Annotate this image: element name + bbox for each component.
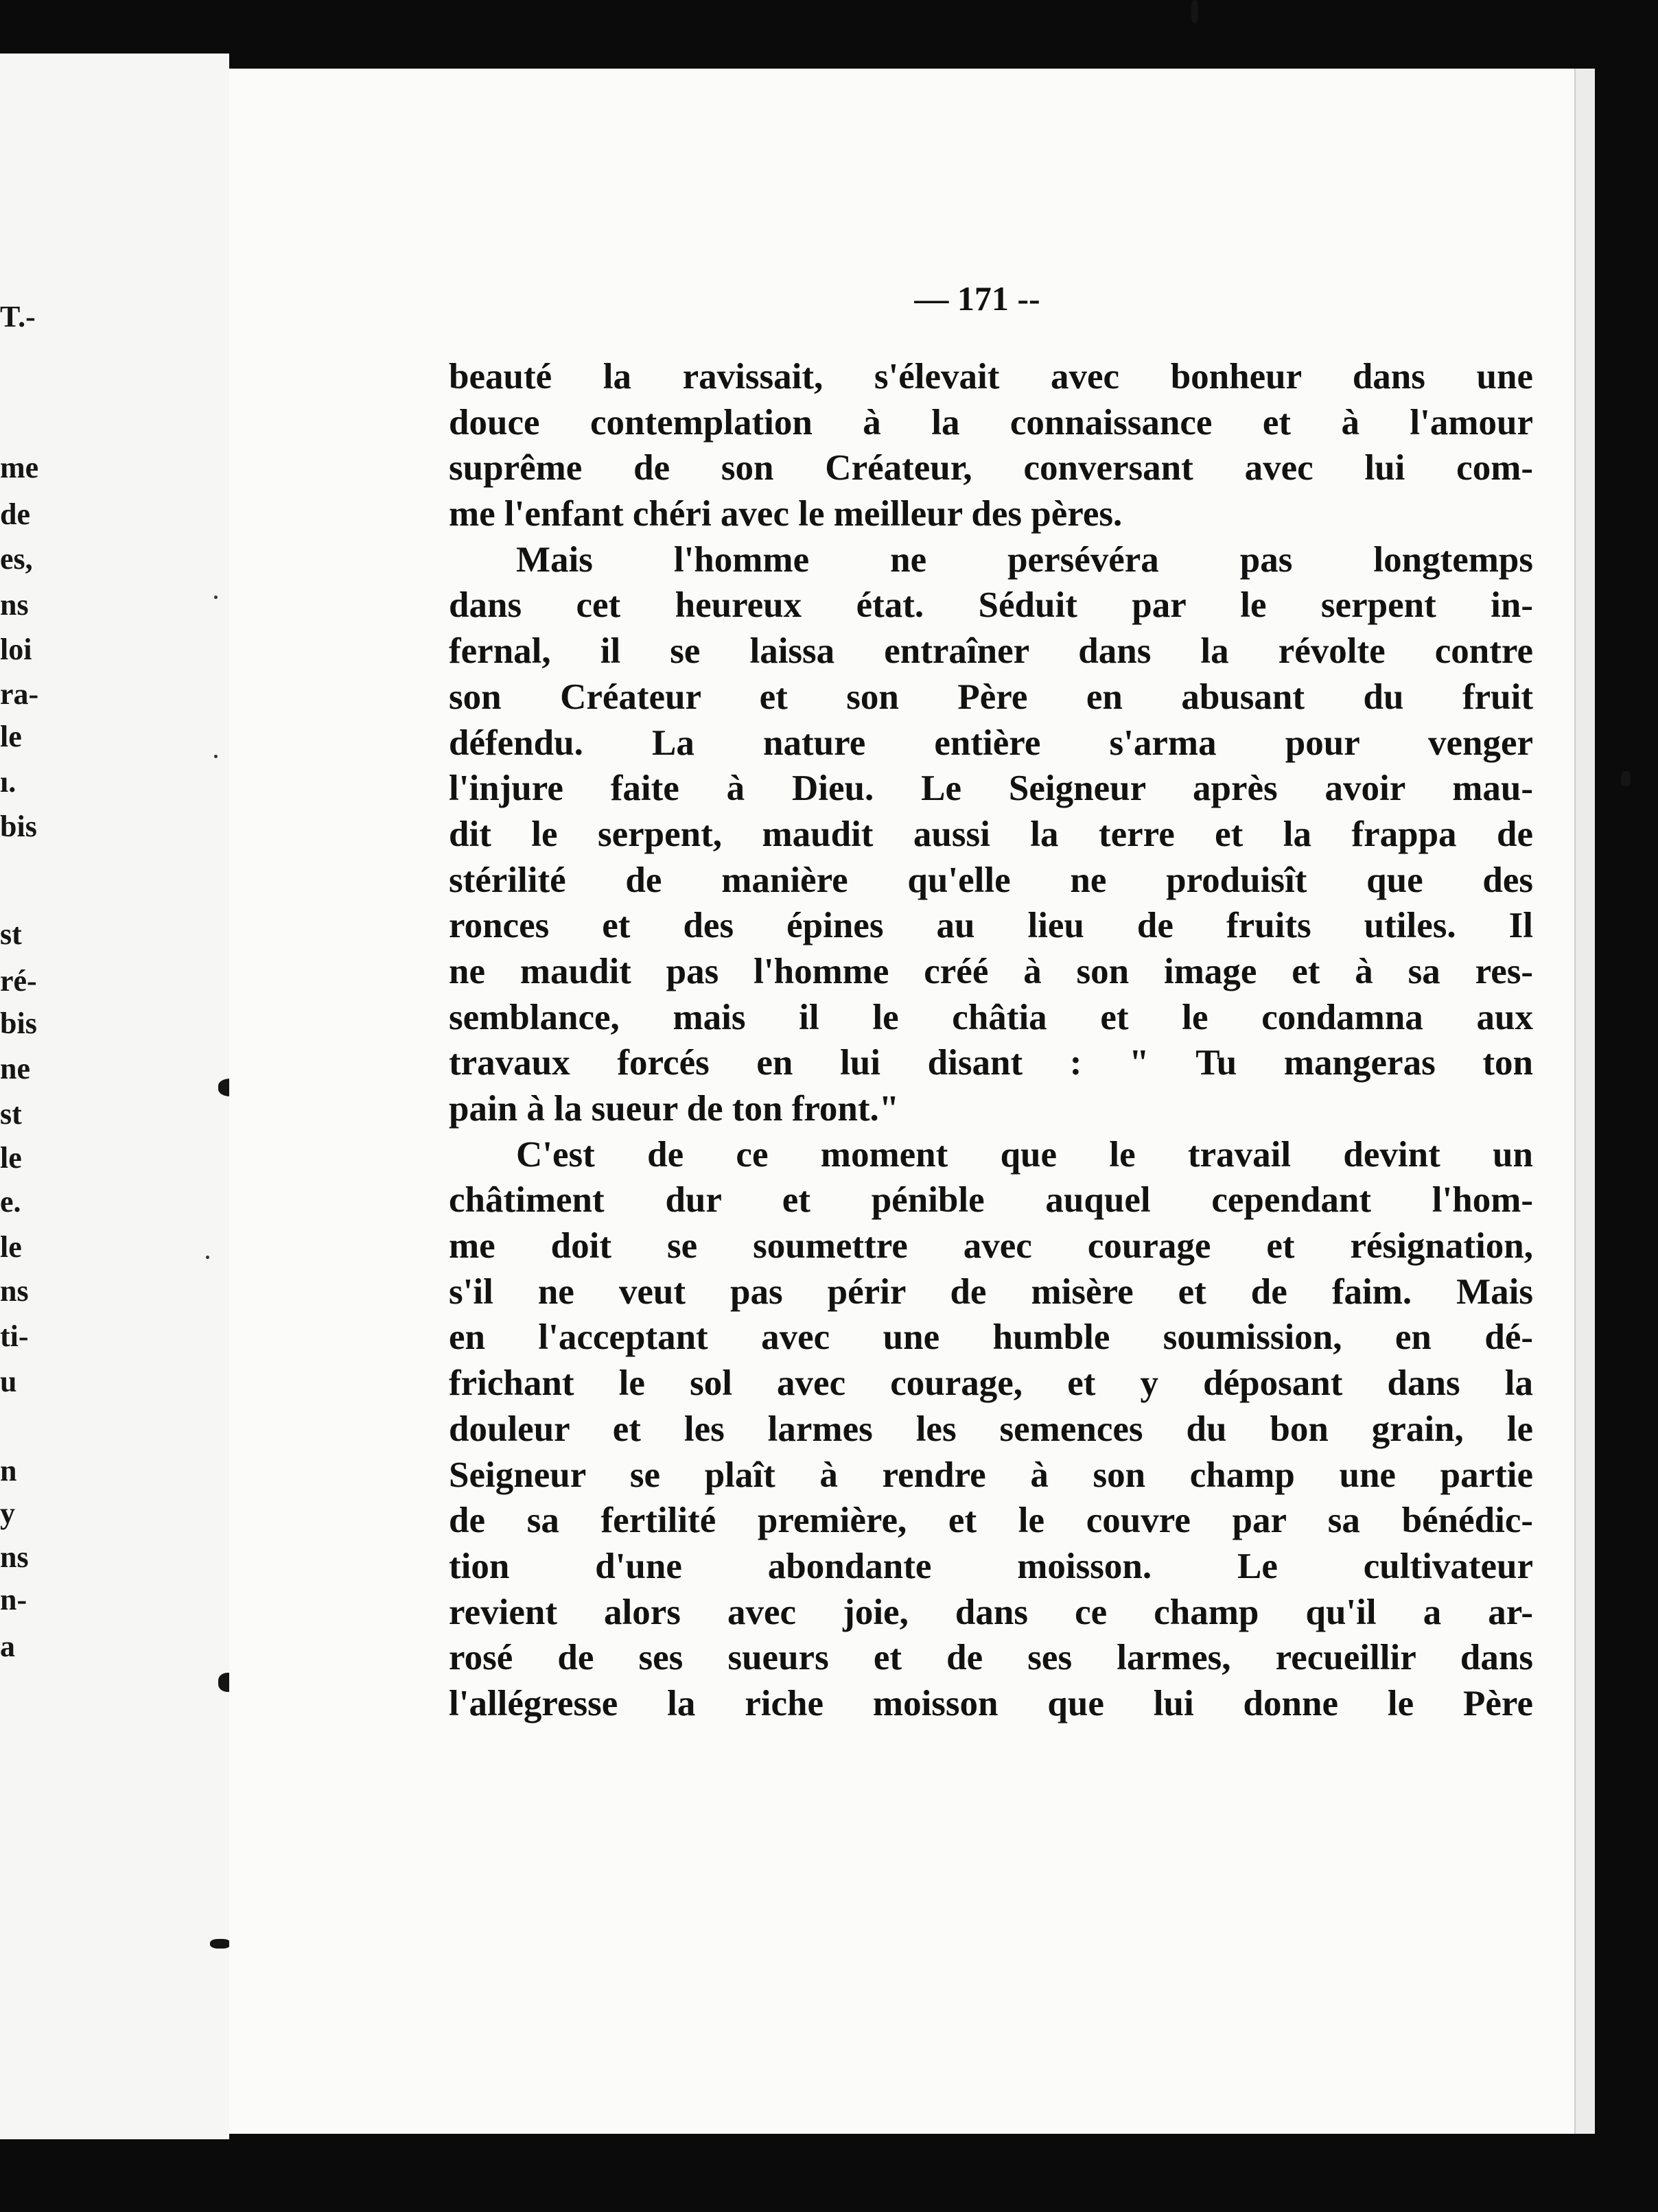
- text-line: revient alors avec joie, dans ce champ qu'il a ar-: [449, 1592, 1533, 1632]
- left-page-fragment: n-: [0, 1583, 27, 1616]
- text-line: tion d'une abondante moisson. Le cultivateur: [449, 1546, 1533, 1586]
- text-line: dit le serpent, maudit aussi la terre et la frappa de: [449, 814, 1533, 854]
- left-page-fragment: ré-: [0, 964, 37, 998]
- text-line: Seigneur se plaît à rendre à son champ une partie: [449, 1455, 1533, 1495]
- left-page-text-fragments: [0, 54, 41, 2139]
- edge-speck: [1191, 0, 1198, 23]
- text-line: l'allégresse la riche moisson que lui donne le Père: [449, 1683, 1533, 1723]
- margin-speck: [1621, 771, 1631, 786]
- text-line: son Créateur et son Père en abusant du fruit: [449, 676, 1533, 717]
- text-line: stérilité de manière qu'elle ne produisît que des: [449, 860, 1533, 900]
- gutter-dot: [206, 1256, 209, 1259]
- left-page-fragment: u: [0, 1365, 17, 1398]
- text-line: pain à la sueur de ton front.": [449, 1089, 900, 1129]
- left-page-fragment: le: [0, 720, 22, 753]
- gutter-dot: [214, 596, 218, 599]
- text-line: travaux forcés en lui disant : " Tu mangeras ton: [449, 1043, 1533, 1083]
- left-page-fragment: ns: [0, 1274, 29, 1308]
- text-line: fernal, il se laissa entraîner dans la révolte contre: [449, 631, 1533, 672]
- left-page-fragment: T.-: [0, 300, 36, 333]
- text-line: suprême de son Créateur, conversant avec lui com-: [449, 448, 1533, 489]
- text-line: semblance, mais il le châtia et le condamna aux: [449, 997, 1533, 1037]
- left-page-fragment: le: [0, 1141, 22, 1175]
- left-page-fragment: de: [0, 497, 30, 531]
- left-page-fragment: es,: [0, 542, 33, 576]
- text-line: douce contemplation à la connaissance et à l'amour: [449, 402, 1533, 443]
- text-line: rosé de ses sueurs et de ses larmes, recueillir dans: [449, 1638, 1533, 1678]
- text-line: douleur et les larmes les semences du bon grain, le: [449, 1409, 1533, 1449]
- page-edge: [1574, 69, 1595, 2134]
- text-line: dans cet heureux état. Séduit par le serpent in-: [449, 585, 1533, 626]
- text-line: Mais l'homme ne persévéra pas longtemps: [516, 539, 1533, 580]
- left-page-fragment: ns: [0, 1540, 29, 1574]
- gutter-dot: [214, 755, 218, 758]
- left-page-fragment: ne: [0, 1052, 30, 1085]
- left-page-fragment: le: [0, 1230, 22, 1264]
- body-text: [449, 354, 1533, 1727]
- text-line: me l'enfant chéri avec le meilleur des pères.: [449, 494, 1123, 534]
- left-page-fragment: bis: [0, 810, 37, 843]
- left-page-fragment: st: [0, 917, 22, 951]
- left-page-fragment: loi: [0, 633, 32, 666]
- text-line: l'injure faite à Dieu. Le Seigneur après avoir mau-: [449, 768, 1533, 809]
- left-page-fragment: ns: [0, 588, 29, 622]
- left-page-fragment: y: [0, 1496, 15, 1530]
- page-number: — 171 --: [914, 279, 1040, 318]
- left-page-fragment: st: [0, 1097, 22, 1131]
- left-page-fragment: e.: [0, 1185, 21, 1219]
- text-line: C'est de ce moment que le travail devint un: [516, 1134, 1533, 1175]
- text-line: châtiment dur et pénible auquel cependant l'hom-: [449, 1180, 1533, 1221]
- text-line: beauté la ravissait, s'élevait avec bonheur dans une: [449, 357, 1533, 397]
- left-page-fragment: a: [0, 1629, 15, 1663]
- left-page-fragment: me: [0, 451, 39, 484]
- left-facing-page: [0, 54, 229, 2139]
- left-page-fragment: bis: [0, 1007, 37, 1040]
- left-page-fragment: ı.: [0, 765, 16, 799]
- text-line: défendu. La nature entière s'arma pour venger: [449, 722, 1533, 763]
- left-page-fragment: n: [0, 1454, 17, 1487]
- text-line: de sa fertilité première, et le couvre par sa bénédic-: [449, 1501, 1533, 1541]
- text-line: frichant le sol avec courage, et y déposant dans la: [449, 1363, 1533, 1404]
- gutter-speck: [210, 1939, 231, 1949]
- text-line: s'il ne veut pas périr de misère et de faim. Mais: [449, 1271, 1533, 1312]
- text-line: ronces et des épines au lieu de fruits utiles. Il: [449, 906, 1533, 946]
- text-line: ne maudit pas l'homme créé à son image et à sa res-: [449, 951, 1533, 991]
- left-page-fragment: ti-: [0, 1319, 29, 1353]
- text-line: en l'acceptant avec une humble soumission, en dé-: [449, 1317, 1533, 1358]
- main-page: [229, 69, 1595, 2134]
- left-page-fragment: ra-: [0, 677, 39, 711]
- text-line: me doit se soumettre avec courage et résignation,: [449, 1226, 1533, 1267]
